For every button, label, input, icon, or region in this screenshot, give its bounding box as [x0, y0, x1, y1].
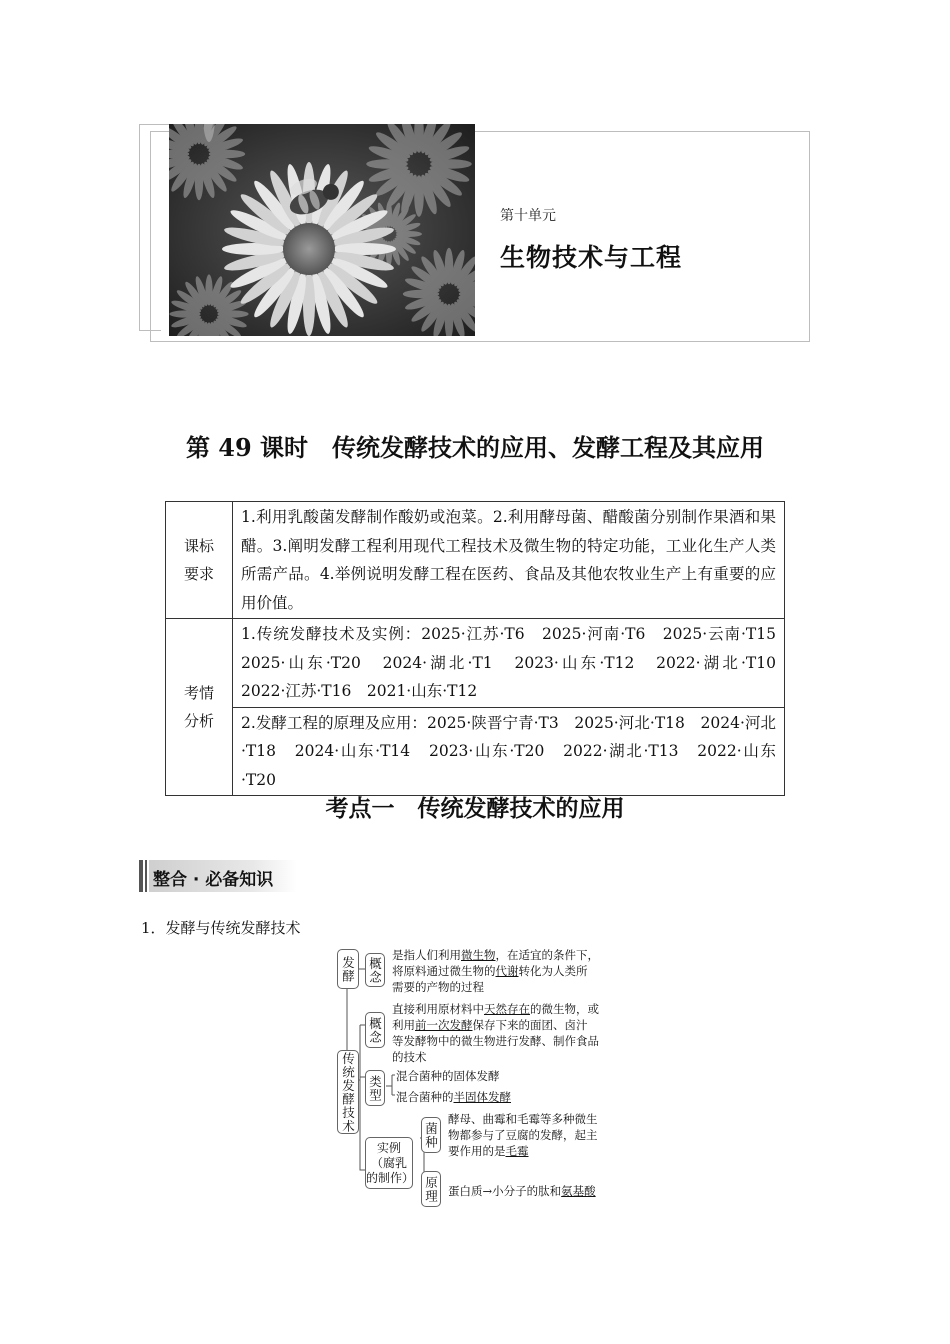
traditional-definition	[392, 1001, 622, 1065]
text-part: 等发酵物中的微生物进行发酵、制作食品	[392, 1034, 599, 1048]
badge-label: 整合 · 必备知识	[153, 870, 274, 890]
text-part: 将原料通过微生物的	[392, 964, 496, 978]
text-part: 是指人们利用	[392, 948, 461, 962]
text-part: 物都参与了豆腐的发酵，起主	[448, 1128, 598, 1142]
strain-text	[448, 1111, 628, 1159]
principle-text	[448, 1183, 596, 1199]
table-row	[166, 707, 785, 796]
table-row	[166, 502, 785, 619]
curriculum-table	[165, 501, 792, 796]
table-row	[166, 619, 785, 708]
banner-accent-line	[139, 124, 169, 125]
banner-accent-line	[139, 330, 161, 331]
unit-title: 生物技术与工程	[500, 243, 683, 272]
badge-bar	[139, 860, 143, 892]
unit-label: 第十单元	[500, 208, 556, 224]
text-part: 的制作）	[366, 1170, 415, 1185]
section-title: 考点一 传统发酵技术的应用	[325, 795, 625, 822]
item-heading: 1．发酵与传统发酵技术	[141, 919, 301, 937]
text-part: （腐乳	[370, 1155, 407, 1170]
key-term: 氨基酸	[561, 1184, 596, 1198]
key-term: 前一次发酵	[415, 1018, 473, 1032]
key-term: 微生物	[461, 948, 496, 962]
node-concept-2: 概念	[365, 1012, 385, 1048]
header-line: 分析	[183, 712, 214, 730]
node-fermentation: 发酵	[337, 949, 359, 989]
table-cell: 2.发酵工程的原理及应用：2025·陕晋宁青·T3 2025·河北·T18 2024·河北·T18 2024·山东·T14 2023·山东·T20 2022·湖北·T13 2022·山东·T20	[233, 707, 785, 796]
text-part: 的技术	[392, 1050, 427, 1064]
text-part: 保存下来的面团、卤汁	[472, 1018, 588, 1032]
text-part: 的微生物，或	[530, 1002, 599, 1016]
table-cell: 1.利用乳酸菌发酵制作酸奶或泡菜。2.利用酵母菌、醋酸菌分别制作果酒和果醋。3.阐明发酵工程利用现代工程技术及微生物的特定功能，工业化生产人类所需产品。4.举例说明发酵工程在医药、食品及其他农牧业生产上有重要的应用价值。	[233, 502, 785, 619]
text-part: 蛋白质→小分子的肽和	[448, 1184, 562, 1198]
node-example	[365, 1137, 413, 1189]
key-term: 代谢	[495, 964, 519, 978]
table-header-cell	[166, 619, 233, 796]
flower-bee-photo	[169, 124, 475, 336]
type-semisolid	[396, 1089, 511, 1105]
text-part: 混合菌种的	[396, 1090, 454, 1104]
text-part: 需要的产物的过程	[392, 980, 484, 994]
type-solid: 混合菌种的固体发酵	[396, 1069, 500, 1083]
key-term: 半固体发酵	[453, 1090, 511, 1104]
node-concept: 概念	[365, 953, 385, 987]
header-line: 课标	[183, 537, 214, 555]
header-line: 考情	[183, 684, 214, 702]
section-badge	[139, 860, 297, 892]
node-type: 类型	[365, 1070, 385, 1106]
text-part: 酵母、曲霉和毛霉等多种微生	[448, 1112, 598, 1126]
text-part: ，在适宜的条件下，	[495, 948, 599, 962]
node-principle: 原理	[421, 1171, 441, 1207]
text-part: 直接利用原材料中	[392, 1002, 484, 1016]
banner-accent-line	[139, 124, 140, 330]
key-term: 毛霉	[505, 1144, 529, 1158]
text-part: 实例	[376, 1140, 401, 1155]
text-part: 转化为人类所	[518, 964, 588, 978]
text-part: 利用	[392, 1018, 415, 1032]
table-header-cell	[166, 502, 233, 619]
node-strain: 菌种	[421, 1117, 441, 1153]
badge-bar	[145, 860, 147, 892]
header-line: 要求	[183, 565, 214, 583]
text-part: 要作用的是	[448, 1144, 506, 1158]
node-traditional-fermentation: 传统发酵技术	[337, 1050, 359, 1134]
lesson-title: 第 49 课时 传统发酵技术的应用、发酵工程及其应用	[185, 433, 765, 462]
key-term: 天然存在	[484, 1002, 530, 1016]
table-cell: 1.传统发酵技术及实例：2025·江苏·T6 2025·河南·T6 2025·云南·T15 2025·山东·T20 2024·湖北·T1 2023·山东·T12 2022·湖北·T10 2022·江苏·T16 2021·山东·T12	[233, 619, 785, 708]
fermentation-definition	[392, 947, 622, 995]
